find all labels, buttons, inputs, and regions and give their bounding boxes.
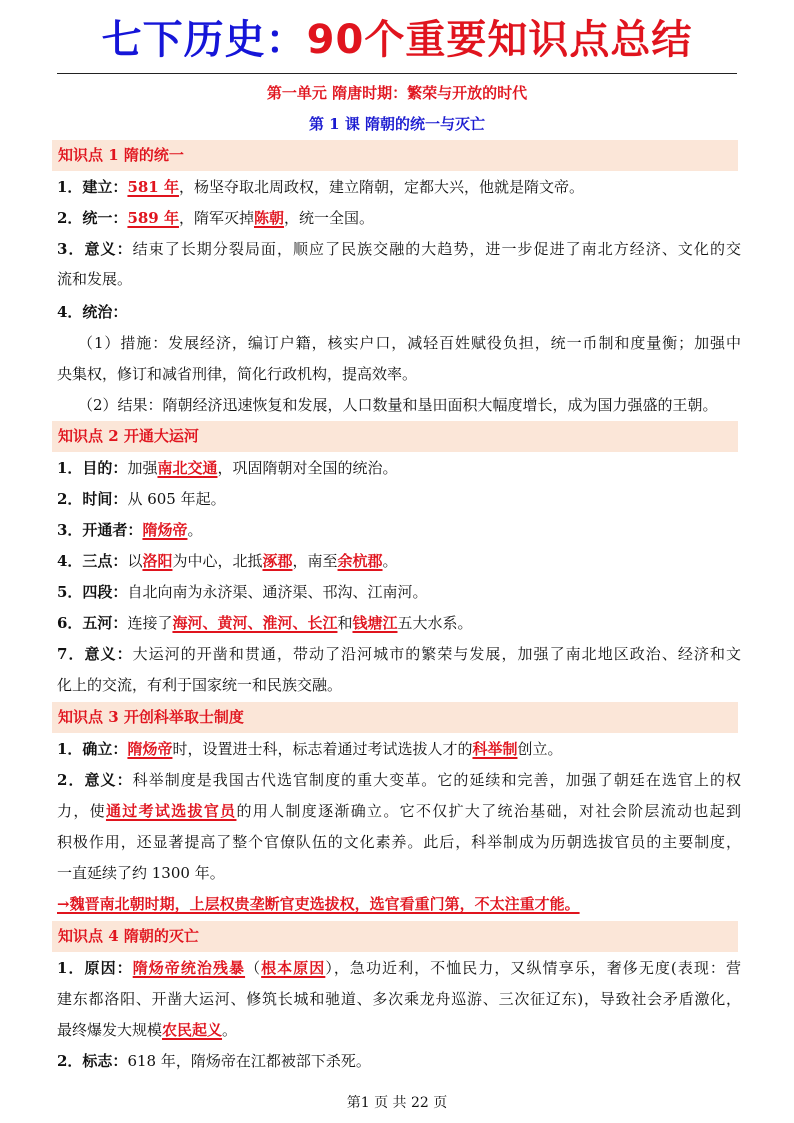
- k2-line-4: 4．三点：以洛阳为中心，北抵涿郡，南至余杭郡。: [57, 552, 398, 570]
- k1-line-6: （2）结果：隋朝经济迅速恢复和发展，人口数量和垦田面积大幅度增长，成为国力强盛的王朝。: [78, 396, 718, 414]
- title-divider: [57, 73, 737, 74]
- k3-line-2: 2．意义：科举制度是我国古代选官制度的重大变革。它的延续和完善，加强了朝廷在选官上的权: [57, 771, 741, 789]
- k1-line-3: 3．意义：结束了长期分裂局面，顺应了民族交融的大趋势，进一步促进了南北方经济、文化的交: [57, 240, 741, 258]
- k2-line-6: 6．五河：连接了海河、黄河、淮河、长江和钱塘江五大水系。: [57, 614, 473, 632]
- k4-line-1-cont-2: 最终爆发大规模农民起义。: [57, 1021, 238, 1039]
- k3-line-2-cont-2: 积极作用，还显著提高了整个官僚队伍的文化素养。此后，科举制成为历朝选拔官员的主要制度，: [57, 833, 741, 851]
- page-footer: 第1 页 共 22 页: [346, 1095, 448, 1111]
- page-title: [0, 10, 794, 70]
- k3-line-1: 1．确立：隋炀帝时，设置进士科，标志着通过考试选拔人才的科举制创立。: [57, 740, 563, 758]
- section-heading-k2: 知识点 2 开通大运河: [52, 421, 738, 452]
- k2-line-1: 1．目的：加强南北交通，巩固隋朝对全国的统治。: [57, 459, 398, 477]
- section-heading-k1: 知识点 1 隋的统一: [52, 140, 738, 171]
- k2-line-2: 2．时间：从 605 年起。: [57, 490, 226, 508]
- k2-line-5: 5．四段：自北向南为永济渠、通济渠、邗沟、江南河。: [57, 583, 428, 601]
- k1-line-2: 2．统一：589 年，隋军灭掉陈朝，统一全国。: [57, 209, 375, 227]
- k1-line-3-cont: 流和发展。: [57, 270, 133, 288]
- k1-line-5: （1）措施：发展经济，编订户籍，核实户口，减轻百姓赋役负担，统一币制和度量衡；加强中: [78, 334, 741, 352]
- lesson-heading: 第 1 课 隋朝的统一与灭亡: [308, 115, 486, 133]
- k3-note: →魏晋南北朝时期，上层权贵垄断官吏选拔权，选官看重门第，不太注重才能。: [57, 895, 580, 913]
- k1-line-4: 4．统治：: [57, 303, 128, 321]
- k4-line-2: 2．标志：618 年，隋炀帝在江都被部下杀死。: [57, 1052, 371, 1070]
- k4-line-1: 1．原因：隋炀帝统治残暴（根本原因），急功近利，不恤民力，又纵情享乐，奢侈无度(表现：营: [57, 959, 741, 977]
- title-part-blue: 七下历史：: [101, 17, 307, 63]
- k3-line-2-cont-1: 力，使通过考试选拔官员的用人制度逐渐确立。它不仅扩大了统治基础，对社会阶层流动也起到: [57, 802, 741, 820]
- unit-heading: 第一单元 隋唐时期：繁荣与开放的时代: [266, 84, 528, 102]
- section-heading-k3: 知识点 3 开创科举取士制度: [52, 702, 738, 733]
- section-heading-k4: 知识点 4 隋朝的灭亡: [52, 921, 738, 952]
- k3-line-2-cont-3: 一直延续了约 1300 年。: [57, 864, 225, 882]
- title-part-red: 90个重要知识点总结: [306, 17, 693, 63]
- k1-line-1: 1．建立：581 年，杨坚夺取北周政权，建立隋朝，定都大兴，他就是隋文帝。: [57, 178, 584, 196]
- k2-line-7-cont: 化上的交流，有利于国家统一和民族交融。: [57, 676, 343, 694]
- k4-line-1-cont-1: 建东都洛阳、开凿大运河、修筑长城和驰道、多次乘龙舟巡游、三次征辽东)，导致社会矛盾激化，: [57, 990, 741, 1008]
- k2-line-7: 7．意义：大运河的开凿和贯通，带动了沿河城市的繁荣与发展，加强了南北地区政治、经济和文: [57, 645, 741, 663]
- k1-line-5-cont: 央集权，修订和减省刑律，简化行政机构，提高效率。: [57, 365, 418, 383]
- k2-line-3: 3．开通者：隋炀帝。: [57, 521, 203, 539]
